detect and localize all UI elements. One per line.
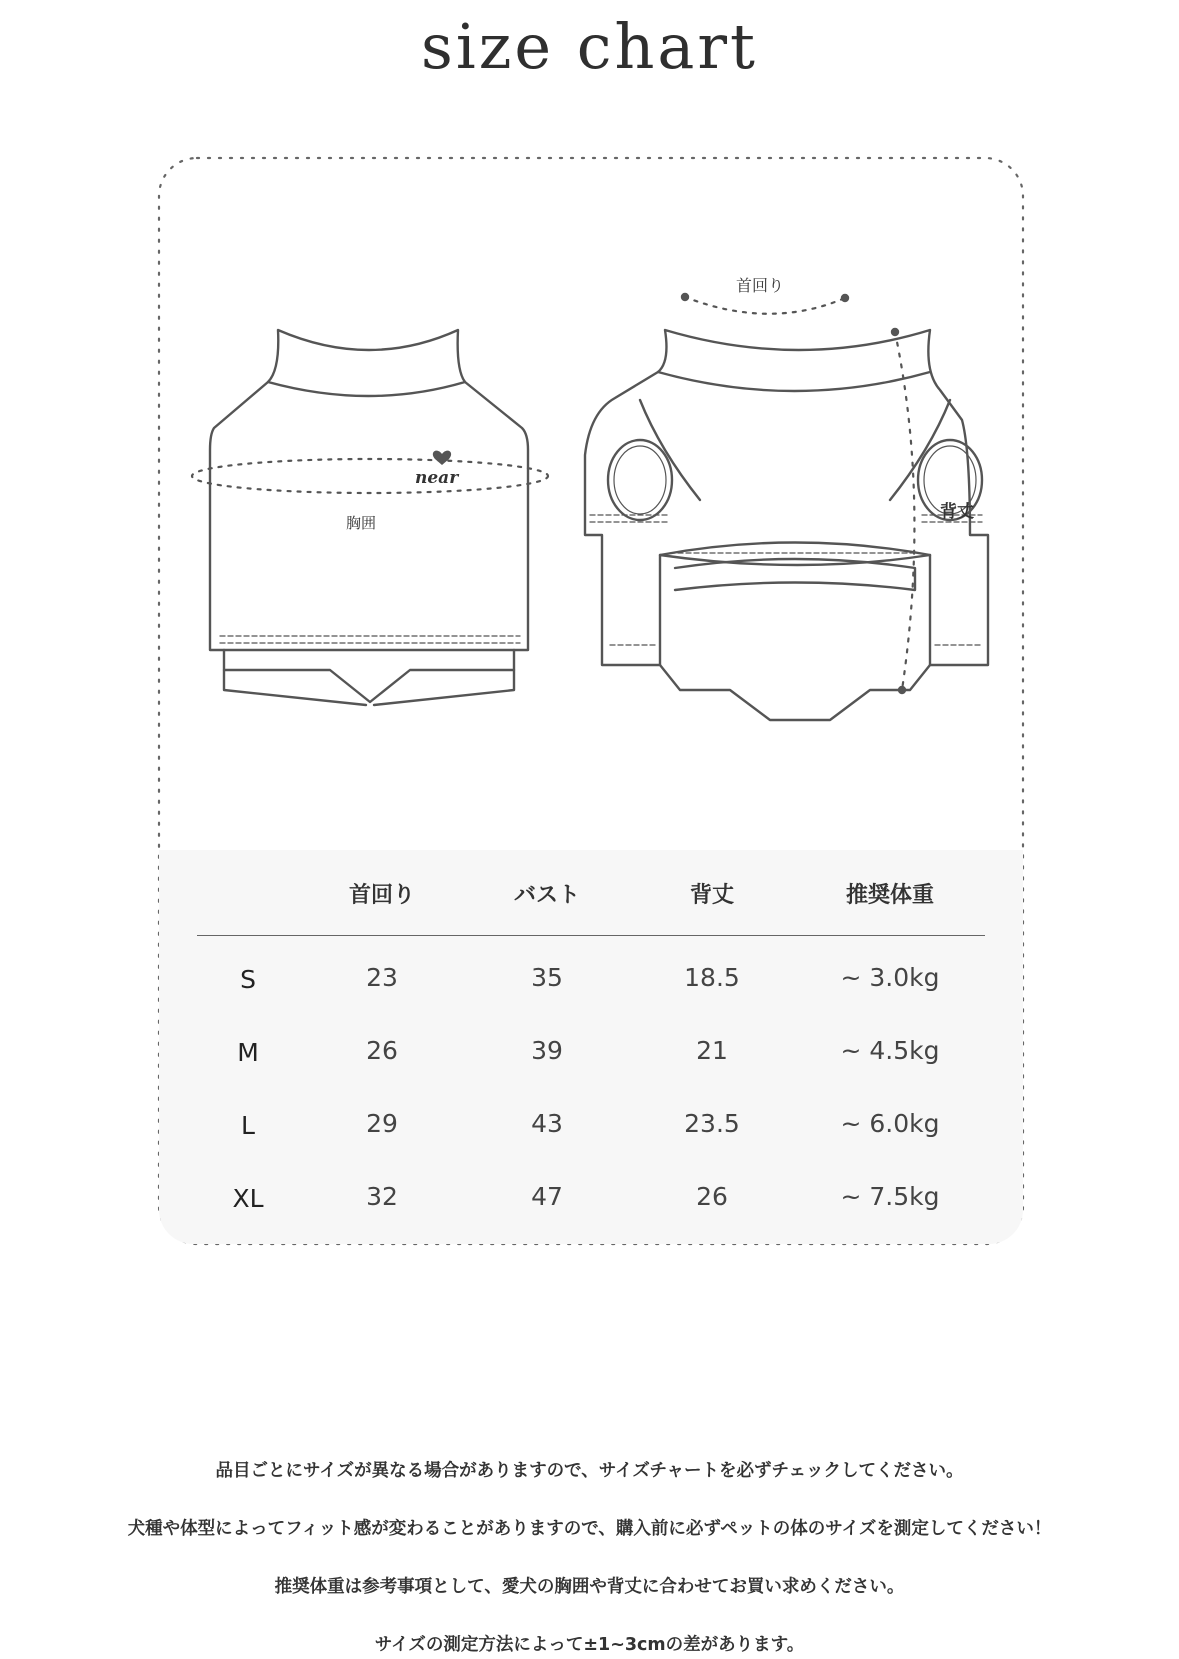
note-line-3: 推奨体重は参考事項として、愛犬の胸囲や背丈に合わせてお買い求めください。 [274, 1577, 905, 1597]
back-length-measure-line [895, 332, 914, 690]
back-value: 26 [696, 1182, 728, 1211]
neck-value: 29 [366, 1109, 398, 1138]
size-label: M [237, 1038, 259, 1067]
back-value: 18.5 [684, 963, 740, 992]
neck-value: 26 [366, 1036, 398, 1065]
bust-value: 47 [531, 1182, 563, 1211]
heart-icon [433, 451, 451, 465]
note-line-4: サイズの測定方法によって±1~3cmの差があります。 [374, 1635, 805, 1655]
header-weight: 推奨体重 [845, 883, 934, 908]
header-bust: バスト [513, 883, 580, 908]
header-neck: 首回り [348, 883, 415, 908]
size-label: XL [232, 1184, 264, 1213]
note-line-2: 犬種や体型によってフィット感が変わることがありますので、購入前に必ずペットの体のサイズを測定してください！ [127, 1519, 1052, 1539]
bust-value: 43 [531, 1109, 563, 1138]
back-length-label: 背丈 [940, 502, 974, 522]
size-label: S [240, 965, 256, 994]
page-title: size chart [421, 10, 758, 83]
size-label: L [241, 1111, 255, 1140]
back-value: 21 [696, 1036, 728, 1065]
back-value: 23.5 [684, 1109, 740, 1138]
neck-measure-line [685, 297, 845, 314]
logo-text: near [415, 468, 459, 488]
weight-value: ~ 7.5kg [840, 1182, 940, 1211]
weight-value: ~ 3.0kg [840, 963, 940, 992]
back-garment-illustration [585, 330, 988, 720]
weight-value: ~ 4.5kg [840, 1036, 940, 1065]
neck-value: 23 [366, 963, 398, 992]
neck-value: 32 [366, 1182, 398, 1211]
weight-value: ~ 6.0kg [840, 1109, 940, 1138]
note-line-1: 品目ごとにサイズが異なる場合がありますので、サイズチャートを必ずチェックしてください。 [215, 1461, 964, 1481]
table-divider [197, 935, 985, 936]
neck-label: 首回り [736, 276, 785, 295]
bust-value: 39 [531, 1036, 563, 1065]
header-back-length: 背丈 [689, 883, 734, 908]
garment-diagram [170, 250, 990, 730]
bust-label: 胸囲 [346, 514, 377, 532]
bust-value: 35 [531, 963, 563, 992]
